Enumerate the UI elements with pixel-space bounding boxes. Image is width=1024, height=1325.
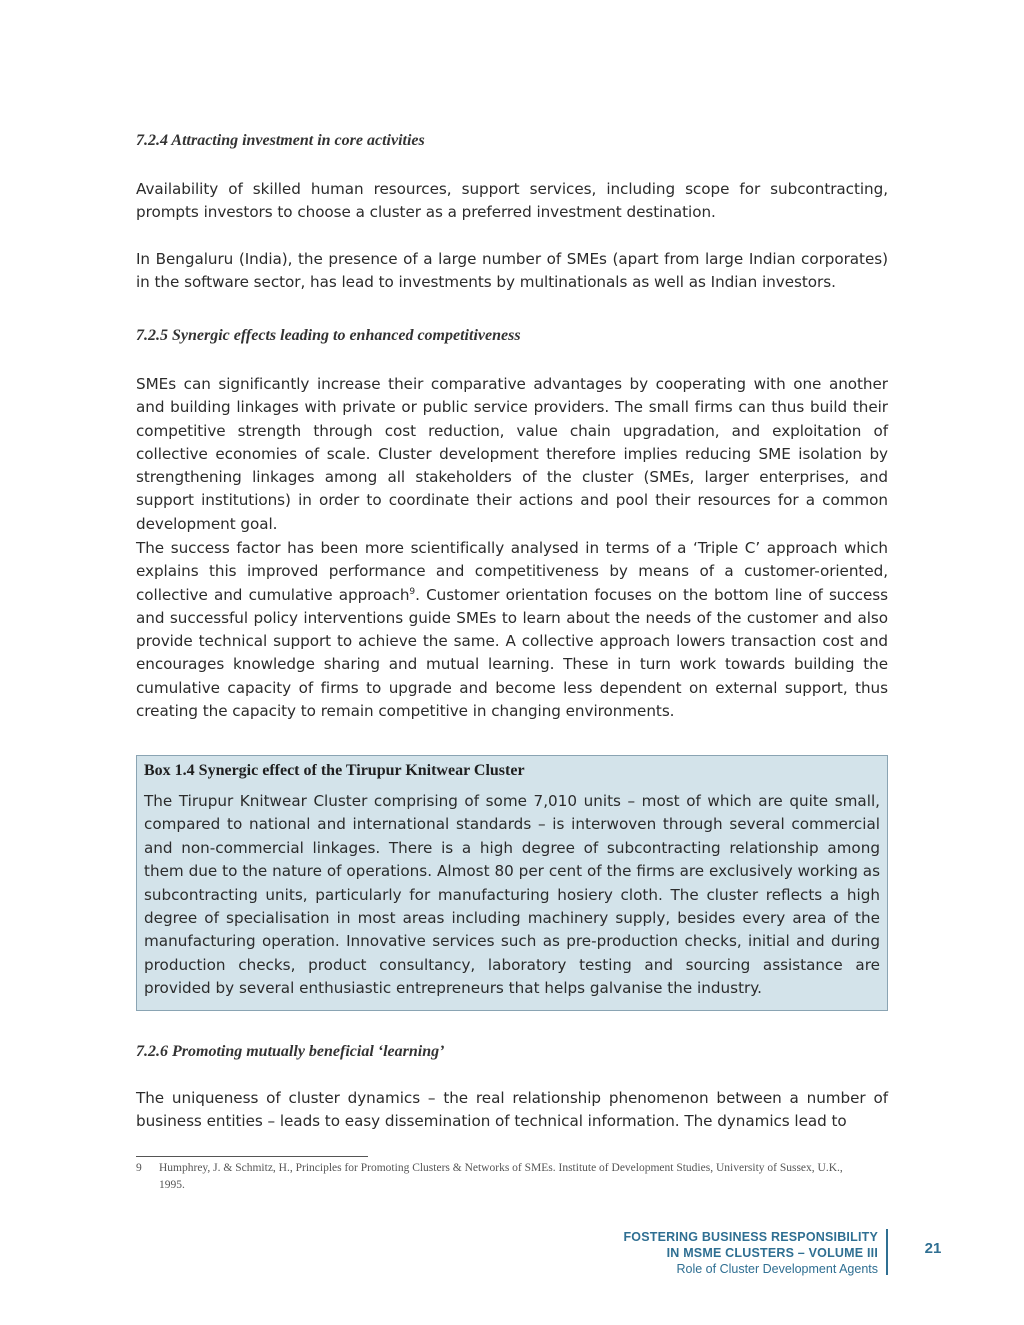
box-body: The Tirupur Knitwear Cluster comprising of some 7,010 units – most of which are quite small, compared to national and international standards – is interwoven through several commercial and non-commercial linkages. There is a high degree of subcontracting relationship among them due to the nature of operations. Almost 80 per cent of the firms are exclusively working as subcontracting units, particularly for manufacturing hosiery cloth. The cluster reflects a high degree of specialisation in most areas including machinery supply, besides every area of the manufacturing operation. Innovative services such as pre-production checks, initial and during production checks, product consultancy, laboratory testing and sourcing assistance are provided by several enthusiastic entrepreneurs that helps galvanise the industry.: [144, 792, 880, 998]
footnote-divider: [136, 1156, 368, 1157]
section-heading-7-2-4: 7.2.4 Attracting investment in core activities: [136, 132, 425, 149]
paragraph: Availability of skilled human resources, support services, including scope for subcontracting, prompts investors to choose a cluster as a preferred investment destination.: [136, 180, 888, 222]
footer-title-line-1: FOSTERING BUSINESS RESPONSIBILITY: [623, 1230, 878, 1244]
paragraph-text: The success factor has been more scientifically analysed in terms of a ‘Triple C’ approach which explains this improved performance and competitiveness by means of a customer-oriented, collective and cumulative approach: [136, 539, 888, 604]
paragraph: [136, 537, 888, 723]
box-title: Box 1.4 Synergic effect of the Tirupur Knitwear Cluster: [144, 762, 525, 779]
footnote-number: 9: [136, 1162, 142, 1174]
paragraph-text: . Customer orientation focuses on the bottom line of success and successful policy interventions guide SMEs to learn about the needs of the customer and also provide technical support to achieve the same. A collective approach lowers transaction cost and encourages knowledge sharing and mutual learning. These in turn work towards building the cumulative capacity of firms to upgrade and become less dependent on external support, thus creating the capacity to remain competitive in changing environments.: [136, 585, 889, 721]
footer-divider: [886, 1229, 888, 1275]
paragraph: The uniqueness of cluster dynamics – the real relationship phenomenon between a number of business entities – leads to easy dissemination of technical information. The dynamics lead to: [136, 1089, 888, 1131]
footer-title-line-2: IN MSME CLUSTERS – VOLUME III: [666, 1246, 878, 1260]
section-heading-7-2-6: 7.2.6 Promoting mutually beneficial ‘learning’: [136, 1043, 445, 1060]
paragraph: In Bengaluru (India), the presence of a large number of SMEs (apart from large Indian corporates) in the software sector, has lead to investments by multinationals as well as Indian investors.: [136, 250, 888, 292]
case-study-box: [136, 755, 888, 1011]
footnote-text: Humphrey, J. & Schmitz, H., Principles for Promoting Clusters & Networks of SMEs. Institute of Development Studies, University of Sussex, U.K., 1995.: [159, 1162, 843, 1191]
footer-subtitle: Role of Cluster Development Agents: [676, 1262, 878, 1276]
footnote-reference[interactable]: 9: [409, 586, 416, 597]
running-footer: [623, 1229, 878, 1278]
paragraph: SMEs can significantly increase their comparative advantages by cooperating with one another and building linkages with private or public service providers. The small firms can thus build their competitive strength through cost reduction, value chain upgradation, and exploitation of collective economies of scale. Cluster development therefore implies reducing SME isolation by strengthening linkages among all stakeholders of the cluster (SMEs, larger enterprises, and support institutions) in order to coordinate their actions and pool their resources for a common development goal.: [136, 375, 888, 533]
section-heading-7-2-5: 7.2.5 Synergic effects leading to enhanced competitiveness: [136, 327, 521, 344]
page-number: 21: [924, 1240, 942, 1257]
